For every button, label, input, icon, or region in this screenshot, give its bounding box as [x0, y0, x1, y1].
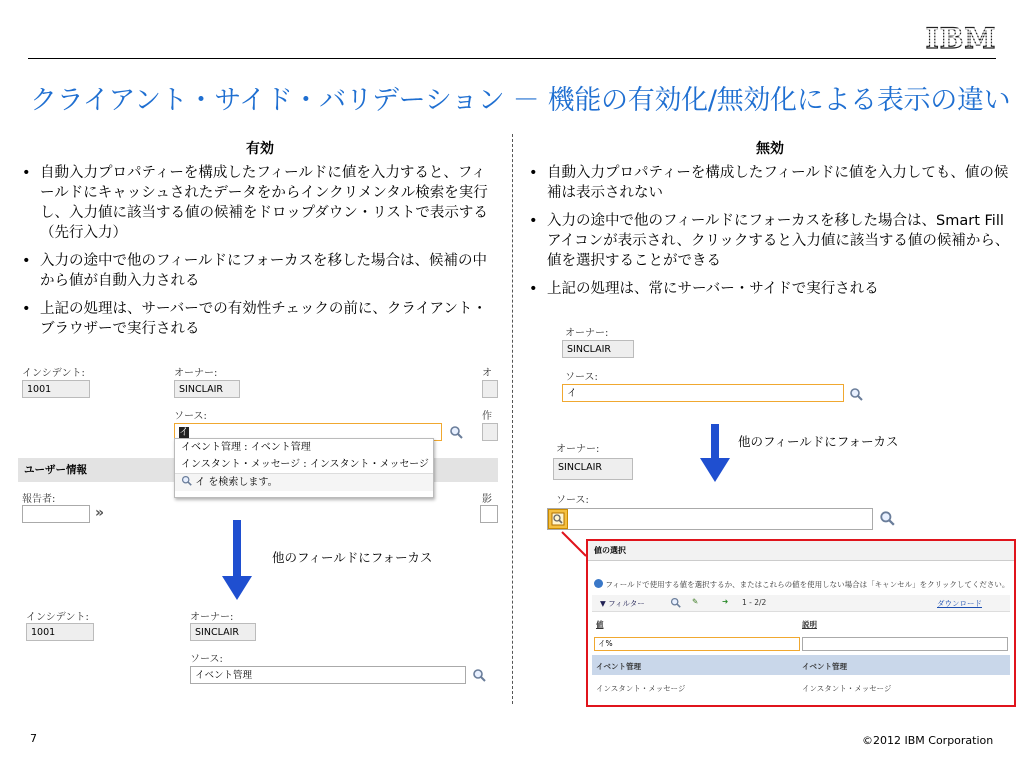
right-heading: 無効 — [756, 141, 784, 157]
ibm-logo — [926, 22, 996, 54]
left-bullets — [18, 163, 498, 347]
cut-label: 影 — [482, 494, 492, 505]
incident-label: インシデント: — [26, 612, 89, 623]
cut-field — [482, 380, 498, 398]
reporter-input[interactable] — [22, 505, 90, 523]
search-icon[interactable] — [449, 424, 463, 443]
chevron-right-icon[interactable]: » — [95, 505, 105, 521]
owner-label: オーナー: — [190, 612, 234, 623]
dropdown-option[interactable]: イベント管理 : イベント管理 — [181, 442, 311, 453]
filter-button[interactable]: ▼ フィルター — [600, 599, 645, 608]
row-value: イベント管理 — [596, 662, 641, 671]
column-header-value[interactable]: 値 — [596, 620, 604, 629]
source-label: ソース: — [556, 495, 589, 506]
dropdown-search-option[interactable] — [175, 473, 433, 491]
owner-field: SINCLAIR — [174, 380, 240, 398]
owner-label: オーナー: — [174, 368, 218, 379]
owner-label: オーナー: — [556, 444, 600, 455]
slide-title: クライアント・サイド・バリデーション － 機能の有効化/無効化による表示の違い — [30, 85, 1011, 116]
right-bullet: • 入力の途中で他のフィールドにフォーカスを移した場合は、Smart Fill アイコンが表示され、クリックすると入力値に該当する値の候補から、値を選択することができる — [525, 211, 1010, 271]
owner-field: SINCLAIR — [190, 623, 256, 641]
dialog-info-text: フィールドで使用する値を選択するか、またはこれらの値を使用しない場合は「キャンセル」をクリックしてください。 — [605, 580, 1010, 589]
section-title: ユーザー情報 — [24, 464, 87, 476]
download-link[interactable]: ダウンロード — [937, 599, 982, 608]
source-label: ソース: — [565, 372, 598, 383]
pager: 1 - 2/2 — [742, 598, 767, 607]
dropdown-option[interactable]: インスタント・メッセージ : インスタント・メッセージ — [181, 459, 429, 470]
table-row[interactable] — [592, 677, 1010, 697]
search-icon[interactable] — [879, 510, 895, 530]
left-heading: 有効 — [246, 141, 274, 157]
down-arrow-icon — [700, 424, 730, 486]
page-number: 7 — [30, 732, 37, 745]
source-input-text: イ — [179, 427, 189, 438]
row-value: インスタント・メッセージ — [596, 684, 686, 693]
source-input[interactable]: イベント管理 — [190, 666, 466, 684]
left-bullet: • 入力の途中で他のフィールドにフォーカスを移した場合は、候補の中から値が自動入力される — [18, 251, 498, 291]
incident-field: 1001 — [26, 623, 94, 641]
column-header-description[interactable]: 説明 — [802, 620, 817, 629]
source-label: ソース: — [190, 654, 223, 665]
left-bullet: • 上記の処理は、サーバーでの有効性チェックの前に、クライアント・ブラウザーで実行される — [18, 299, 498, 339]
logo-text: IBM — [926, 22, 996, 54]
owner-field: SINCLAIR — [562, 340, 634, 358]
cut-label: オ — [482, 368, 492, 379]
autocomplete-dropdown — [174, 438, 434, 498]
column-divider — [512, 134, 513, 704]
row-description: イベント管理 — [802, 662, 847, 671]
search-icon[interactable] — [849, 386, 863, 405]
search-icon[interactable] — [472, 667, 486, 686]
cut-field — [482, 423, 498, 441]
right-bullets — [525, 163, 1010, 307]
cut-input — [480, 505, 498, 523]
value-filter-input[interactable]: イ% — [594, 637, 800, 651]
left-bullet: • 自動入力プロパティーを構成したフィールドに値を入力すると、フィールドにキャッシュされたデータをからインクリメンタル検索を実行し、入力値に該当する値の候補をドロップダウン・リストで表示する（先行入力） — [18, 163, 498, 243]
smart-fill-icon[interactable] — [548, 509, 568, 529]
dialog-title: 値の選択 — [588, 541, 1014, 561]
search-icon[interactable] — [670, 597, 681, 610]
incident-field: 1001 — [22, 380, 90, 398]
right-bullet: • 上記の処理は、常にサーバー・サイドで実行される — [525, 279, 1010, 299]
right-bullet: • 自動入力プロパティーを構成したフィールドに値を入力しても、値の候補は表示されない — [525, 163, 1010, 203]
table-row[interactable] — [592, 655, 1010, 675]
reporter-label: 報告者: — [22, 494, 56, 505]
owner-label: オーナー: — [565, 328, 609, 339]
source-label: ソース: — [174, 411, 207, 422]
source-input[interactable]: イ — [562, 384, 844, 402]
description-filter-input[interactable] — [802, 637, 1008, 651]
header-rule — [28, 58, 996, 59]
dropdown-search-text: イ を検索します。 — [195, 477, 278, 488]
owner-field: SINCLAIR — [553, 458, 633, 480]
caption-focus-left: 他のフィールドにフォーカス — [272, 550, 433, 565]
caption-focus-right: 他のフィールドにフォーカス — [738, 434, 899, 449]
copyright: ©2012 IBM Corporation — [862, 734, 994, 747]
down-arrow-icon — [222, 520, 252, 604]
edit-icon[interactable]: ✎ — [692, 597, 699, 606]
cut-label: 作 — [482, 411, 492, 422]
source-input[interactable] — [547, 508, 873, 530]
row-description: インスタント・メッセージ — [802, 684, 892, 693]
search-icon — [181, 477, 195, 488]
incident-label: インシデント: — [22, 368, 85, 379]
info-icon — [594, 579, 603, 588]
dialog-toolbar — [592, 595, 1010, 612]
filter-label: フィルター — [608, 599, 645, 608]
dialog-info — [594, 579, 1009, 590]
value-select-dialog — [586, 539, 1016, 707]
next-arrow-icon[interactable]: ➜ — [722, 597, 729, 606]
